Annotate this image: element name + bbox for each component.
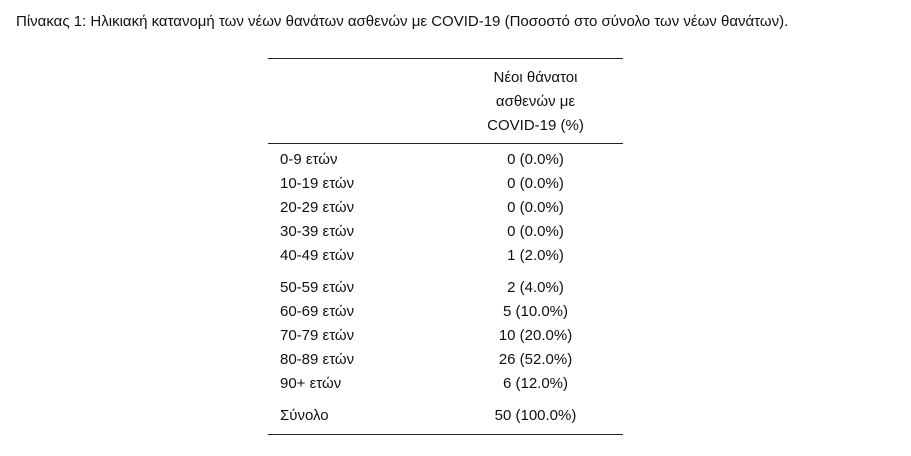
total-value: 50 (100.0%) — [494, 407, 577, 424]
age-group-label: 40-49 ετών — [280, 247, 355, 264]
age-group-label: 0-9 ετών — [280, 151, 338, 168]
total-label: Σύνολο — [280, 407, 329, 424]
table-row — [268, 196, 623, 220]
table-row — [268, 300, 623, 324]
deaths-value: 0 (0.0%) — [507, 199, 564, 216]
table-row — [268, 324, 623, 348]
column-header-line: Νέοι θάνατοι — [493, 69, 578, 86]
deaths-value: 2 (4.0%) — [507, 279, 564, 296]
deaths-value: 5 (10.0%) — [502, 303, 569, 320]
deaths-value: 0 (0.0%) — [507, 151, 564, 168]
table-row — [268, 220, 623, 244]
deaths-value: 6 (12.0%) — [502, 375, 569, 392]
age-group-label: 10-19 ετών — [280, 175, 355, 192]
total-row — [268, 404, 623, 428]
table-row — [268, 348, 623, 372]
table-bottom-rule — [268, 434, 623, 435]
deaths-value: 1 (2.0%) — [507, 247, 564, 264]
deaths-value: 26 (52.0%) — [498, 351, 573, 368]
table-header — [268, 59, 623, 143]
age-group-label: 70-79 ετών — [280, 327, 355, 344]
table-row — [268, 148, 623, 172]
age-group-label: 20-29 ετών — [280, 199, 355, 216]
age-group-label: 80-89 ετών — [280, 351, 355, 368]
table-caption: Πίνακας 1: Ηλικιακή κατανομή των νέων θανάτων ασθενών με COVID-19 (Ποσοστό στο σύνολο των νέων θανάτων). — [16, 13, 789, 30]
column-header — [448, 59, 623, 143]
deaths-age-table — [268, 58, 623, 435]
table-body — [268, 144, 623, 428]
age-group-label: 50-59 ετών — [280, 279, 355, 296]
age-group-label: 60-69 ετών — [280, 303, 355, 320]
age-group-label: 30-39 ετών — [280, 223, 355, 240]
deaths-value: 0 (0.0%) — [507, 175, 564, 192]
table-row — [268, 276, 623, 300]
table-row — [268, 244, 623, 268]
table-row — [268, 372, 623, 396]
table-row — [268, 172, 623, 196]
deaths-value: 0 (0.0%) — [507, 223, 564, 240]
column-header-line: COVID-19 (%) — [487, 117, 584, 134]
column-header-line: ασθενών με — [495, 93, 576, 110]
header-stub — [268, 59, 448, 143]
deaths-value: 10 (20.0%) — [498, 327, 573, 344]
age-group-label: 90+ ετών — [280, 375, 342, 392]
